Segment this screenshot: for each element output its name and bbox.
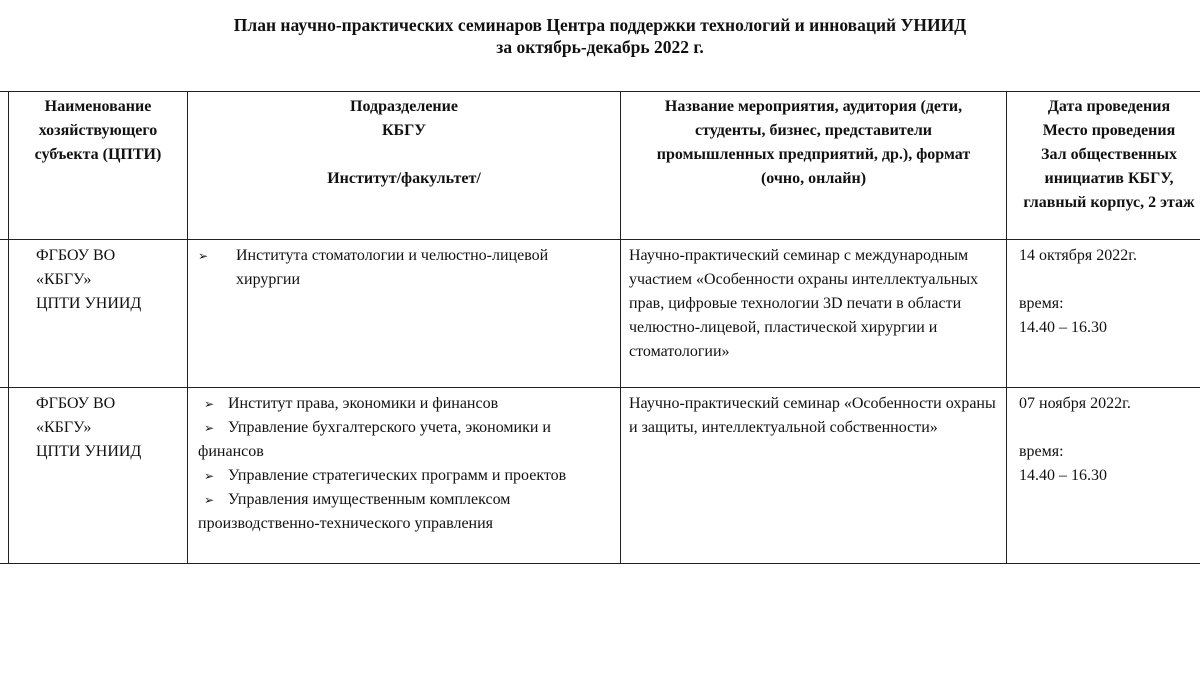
division-name: Управление бухгалтерского учета, экономики и финансов <box>198 419 551 460</box>
entity-cell <box>9 388 188 564</box>
arrowhead-bullet-icon: ➢ <box>204 469 215 483</box>
event-time: 14.40 – 16.30 <box>1019 467 1107 484</box>
event-time: 14.40 – 16.30 <box>1019 319 1107 336</box>
entity-line-1: ФГБОУ ВО <box>36 247 116 264</box>
table-header-row <box>0 92 1200 240</box>
table-row <box>0 240 1200 388</box>
list-item <box>198 488 614 536</box>
table-row <box>0 388 1200 564</box>
list-item <box>198 464 614 488</box>
row-number-cell <box>0 240 9 388</box>
header-date <box>1007 92 1200 240</box>
list-item <box>198 244 614 292</box>
header-number-cell <box>0 92 9 240</box>
time-label: время: <box>1019 443 1064 460</box>
division-cell <box>188 240 621 388</box>
arrowhead-bullet-icon: ➢ <box>198 249 209 263</box>
division-name: Институт права, экономики и финансов <box>228 395 499 412</box>
event-cell <box>621 240 1007 388</box>
event-date: 14 октября 2022г. <box>1019 247 1137 264</box>
event-text: Научно-практический семинар «Особенности охраны и защиты, интеллектуальной собственности» <box>629 395 996 436</box>
event-date: 07 ноября 2022г. <box>1019 395 1131 412</box>
header-division <box>188 92 621 240</box>
header-date-line-2: Место проведения <box>1042 122 1176 139</box>
header-date-line-3: Зал общественных инициатив КБГУ, главный корпус, 2 этаж <box>1023 146 1195 211</box>
header-entity-text: Наименование хозяйствующего субъекта (ЦПТИ) <box>34 98 162 163</box>
header-date-line-1: Дата проведения <box>1047 98 1171 115</box>
row-number-cell <box>0 388 9 564</box>
header-event-text: Название мероприятия, аудитория (дети, студенты, бизнес, представители промышленных предприятий, др.), формат (очно, онлайн) <box>656 98 971 187</box>
header-division-line-3: Институт/факультет/ <box>327 170 481 187</box>
date-cell <box>1007 388 1200 564</box>
header-entity <box>9 92 188 240</box>
time-label: время: <box>1019 295 1064 312</box>
event-text: Научно-практический семинар с международным участием «Особенности охраны интеллектуальных прав, цифровые технологии 3D печати в области челюстно-лицевой, пластической хирургии и стоматологии» <box>629 247 979 360</box>
document-title <box>0 14 1200 58</box>
title-line-1: План научно-практических семинаров Центра поддержки технологий и инноваций УНИИД <box>233 15 967 35</box>
date-cell <box>1007 240 1200 388</box>
entity-line-2: «КБГУ» <box>36 271 92 288</box>
division-name: Управление стратегических программ и проектов <box>228 467 567 484</box>
entity-line-3: ЦПТИ УНИИД <box>36 443 142 460</box>
event-cell <box>621 388 1007 564</box>
header-division-line-2: КБГУ <box>381 122 427 139</box>
entity-cell <box>9 240 188 388</box>
seminar-plan-table <box>0 91 1200 564</box>
arrowhead-bullet-icon: ➢ <box>204 493 215 507</box>
entity-line-1: ФГБОУ ВО <box>36 395 116 412</box>
header-event <box>621 92 1007 240</box>
title-line-2: за октябрь-декабрь 2022 г. <box>496 37 704 57</box>
entity-line-2: «КБГУ» <box>36 419 92 436</box>
entity-line-3: ЦПТИ УНИИД <box>36 295 142 312</box>
arrowhead-bullet-icon: ➢ <box>204 397 215 411</box>
division-name: Управления имущественным комплексом производственно-технического управления <box>198 491 511 532</box>
division-name: Института стоматологии и челюстно-лицевой хирургии <box>236 247 549 288</box>
arrowhead-bullet-icon: ➢ <box>204 421 215 435</box>
header-division-line-1: Подразделение <box>350 98 458 115</box>
division-cell <box>188 388 621 564</box>
list-item <box>198 416 614 464</box>
list-item <box>198 392 614 416</box>
